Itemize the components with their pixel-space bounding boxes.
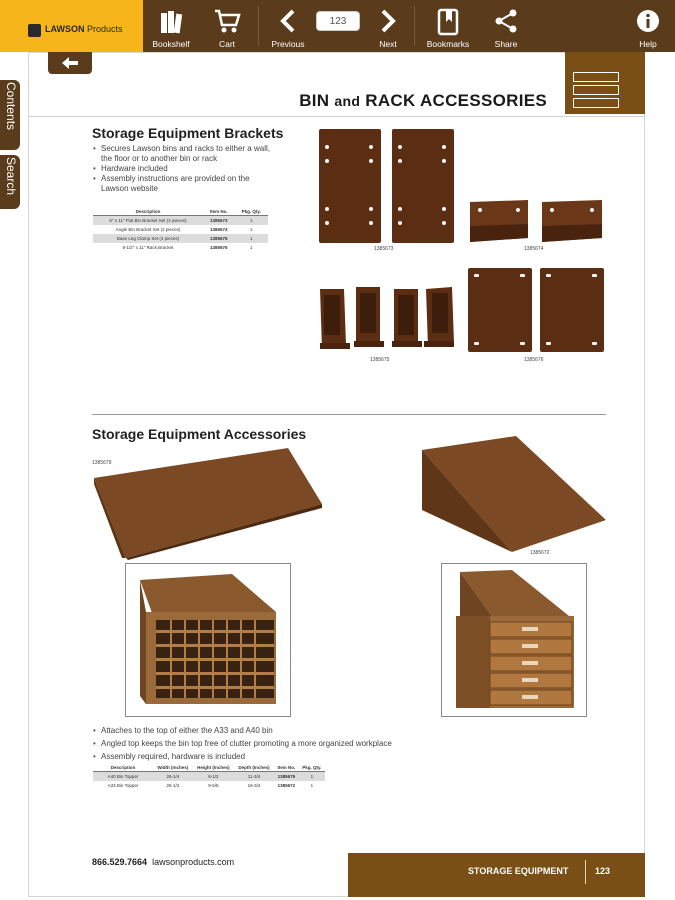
accessories-table xyxy=(93,764,325,790)
table-header: Item No. xyxy=(274,764,299,772)
toolbar-divider xyxy=(414,6,415,46)
table-header: Description xyxy=(93,764,153,772)
table-cell: 16-3/4 xyxy=(247,782,261,788)
footer-website[interactable]: lawsonproducts.com xyxy=(152,857,235,867)
logo-text: LAWSON Products xyxy=(45,24,123,34)
drawer-icon xyxy=(573,85,619,95)
list-item: • Secures Lawson bins and racks to either a wall, xyxy=(93,144,308,154)
table-cell: Angle Bin Bracket Set (2 pieces) xyxy=(115,226,181,232)
table-cell: 1385679 xyxy=(274,772,299,781)
footer-page-number: 123 xyxy=(595,866,611,876)
info-icon xyxy=(635,8,661,34)
part-number-label: 1385675 xyxy=(370,357,390,363)
search-tab-label: Search xyxy=(4,157,18,196)
table-cell: 1385676 xyxy=(209,244,228,250)
table-header: Depth (Inches) xyxy=(234,764,274,772)
previous-label: Previous xyxy=(271,39,305,49)
table-cell: 1 xyxy=(234,234,268,243)
table-cell: 8-1/2" x 11" Rack Bracket xyxy=(122,244,174,250)
bookmarks-label: Bookmarks xyxy=(426,39,470,49)
base-leg-clamp-image xyxy=(316,285,458,355)
table-row xyxy=(93,234,268,243)
toolbar-divider xyxy=(258,6,259,46)
table-cell: 1 xyxy=(310,782,314,788)
table-cell: 6" x 11" Flat Bin Bracket Set (2 pieces) xyxy=(93,216,203,225)
rack-bracket-image xyxy=(540,268,604,352)
rack-bracket-image xyxy=(468,268,532,352)
list-item: Lawson website xyxy=(101,184,158,193)
part-number-label: 1385674 xyxy=(524,246,544,252)
next-button[interactable] xyxy=(368,0,408,52)
table-header: Pkg. Qty. xyxy=(234,208,268,216)
brackets-bullets xyxy=(93,144,308,194)
a33-bin-topper-image xyxy=(420,436,608,554)
share-label: Share xyxy=(494,39,518,49)
table-cell: 26-1/2 xyxy=(166,782,180,788)
a40-bin-illustration xyxy=(126,564,290,716)
table-cell: 1385672 xyxy=(277,782,296,788)
brackets-section-title: Storage Equipment Brackets xyxy=(92,125,284,141)
table-cell: 8-1/2 xyxy=(193,772,234,781)
table-row xyxy=(93,772,325,781)
list-item: • Attaches to the top of either the A33 and A40 bin xyxy=(93,724,453,737)
previous-button[interactable] xyxy=(266,0,310,52)
bookmarks-button[interactable] xyxy=(424,0,472,52)
bookmark-icon xyxy=(437,8,459,36)
table-row xyxy=(93,243,268,252)
a40-bin-topper-image xyxy=(92,448,324,560)
top-toolbar xyxy=(0,0,675,52)
page-title: BIN and RACK ACCESSORIES xyxy=(299,91,547,110)
arrow-left-icon xyxy=(48,52,92,74)
table-cell: 1385674 xyxy=(209,226,228,232)
chevron-left-icon xyxy=(278,8,298,34)
table-cell: 9-5/8 xyxy=(208,782,219,788)
share-icon xyxy=(494,8,518,34)
drawer-icon xyxy=(573,98,619,108)
table-cell: 26-1/4 xyxy=(153,772,193,781)
title-divider xyxy=(28,116,645,117)
table-cell: 1 xyxy=(249,244,253,250)
table-cell: 11-3/4 xyxy=(234,772,274,781)
next-label: Next xyxy=(379,39,397,49)
part-number-label: 1385672 xyxy=(530,550,550,556)
footer-divider xyxy=(585,860,586,884)
table-cell: 1385675 xyxy=(203,234,234,243)
accessories-bullets xyxy=(93,724,453,763)
contents-tab[interactable] xyxy=(0,80,20,150)
table-cell: A40 Bin Topper xyxy=(93,772,153,781)
help-button[interactable] xyxy=(628,0,668,52)
table-cell: Base Leg Clamp Set (4 pieces) xyxy=(93,234,203,243)
list-item: • Assembly instructions are provided on the xyxy=(93,174,308,184)
table-cell: 1 xyxy=(299,772,325,781)
table-row xyxy=(93,781,325,790)
page-number-input[interactable]: 123 xyxy=(316,11,360,31)
part-number-label: 1385673 xyxy=(374,246,394,252)
table-cell: A33 Bin Topper xyxy=(107,782,139,788)
lawson-logo[interactable] xyxy=(0,0,143,52)
drawer-icon xyxy=(573,72,619,82)
list-item: • Angled top keeps the bin top free of clutter promoting a more organized workplace xyxy=(93,737,453,750)
table-header: Item No. xyxy=(203,208,234,216)
table-header: Pkg. Qty. xyxy=(299,764,325,772)
brackets-table xyxy=(93,208,268,252)
help-label: Help xyxy=(639,39,657,49)
bookshelf-button[interactable] xyxy=(148,0,194,52)
table-cell: 1 xyxy=(249,226,253,232)
list-item: • Assembly required, hardware is included xyxy=(93,750,453,763)
table-header: Width (Inches) xyxy=(153,764,193,772)
cart-label: Cart xyxy=(218,39,236,49)
a33-cabinet-photo xyxy=(441,563,587,717)
section-divider xyxy=(92,414,606,415)
footer-section-label: STORAGE EQUIPMENT xyxy=(468,866,569,876)
part-number-label: 1385676 xyxy=(524,357,544,363)
part-number-label: 1385679 xyxy=(92,460,112,466)
chevron-right-icon xyxy=(378,8,398,34)
cart-button[interactable] xyxy=(204,0,250,52)
table-cell: 1385673 xyxy=(203,216,234,225)
table-cell: 1 xyxy=(234,216,268,225)
bookshelf-label: Bookshelf xyxy=(152,39,190,49)
flat-bin-bracket-image xyxy=(319,129,381,243)
footer-contact: 866.529.7664 lawsonproducts.com xyxy=(92,857,235,867)
angle-bin-bracket-image xyxy=(468,198,608,246)
lawson-logo-mark xyxy=(28,24,41,37)
a33-cabinet-illustration xyxy=(442,564,586,716)
search-tab[interactable] xyxy=(0,155,20,209)
list-item: the floor or to another bin or rack xyxy=(101,154,218,163)
contents-tab-label: Contents xyxy=(4,82,18,131)
table-row xyxy=(93,216,268,225)
cart-icon xyxy=(213,8,241,34)
share-button[interactable] xyxy=(486,0,526,52)
back-button[interactable] xyxy=(48,52,92,74)
section-icon-box xyxy=(565,52,645,114)
accessories-section-title: Storage Equipment Accessories xyxy=(92,426,307,442)
table-header: Height (Inches) xyxy=(193,764,234,772)
table-header: Description xyxy=(93,208,203,216)
table-row xyxy=(93,225,268,234)
flat-bin-bracket-image xyxy=(392,129,454,243)
a40-bin-photo xyxy=(125,563,291,717)
bookshelf-icon xyxy=(158,8,184,36)
list-item: • Hardware included xyxy=(93,164,308,174)
